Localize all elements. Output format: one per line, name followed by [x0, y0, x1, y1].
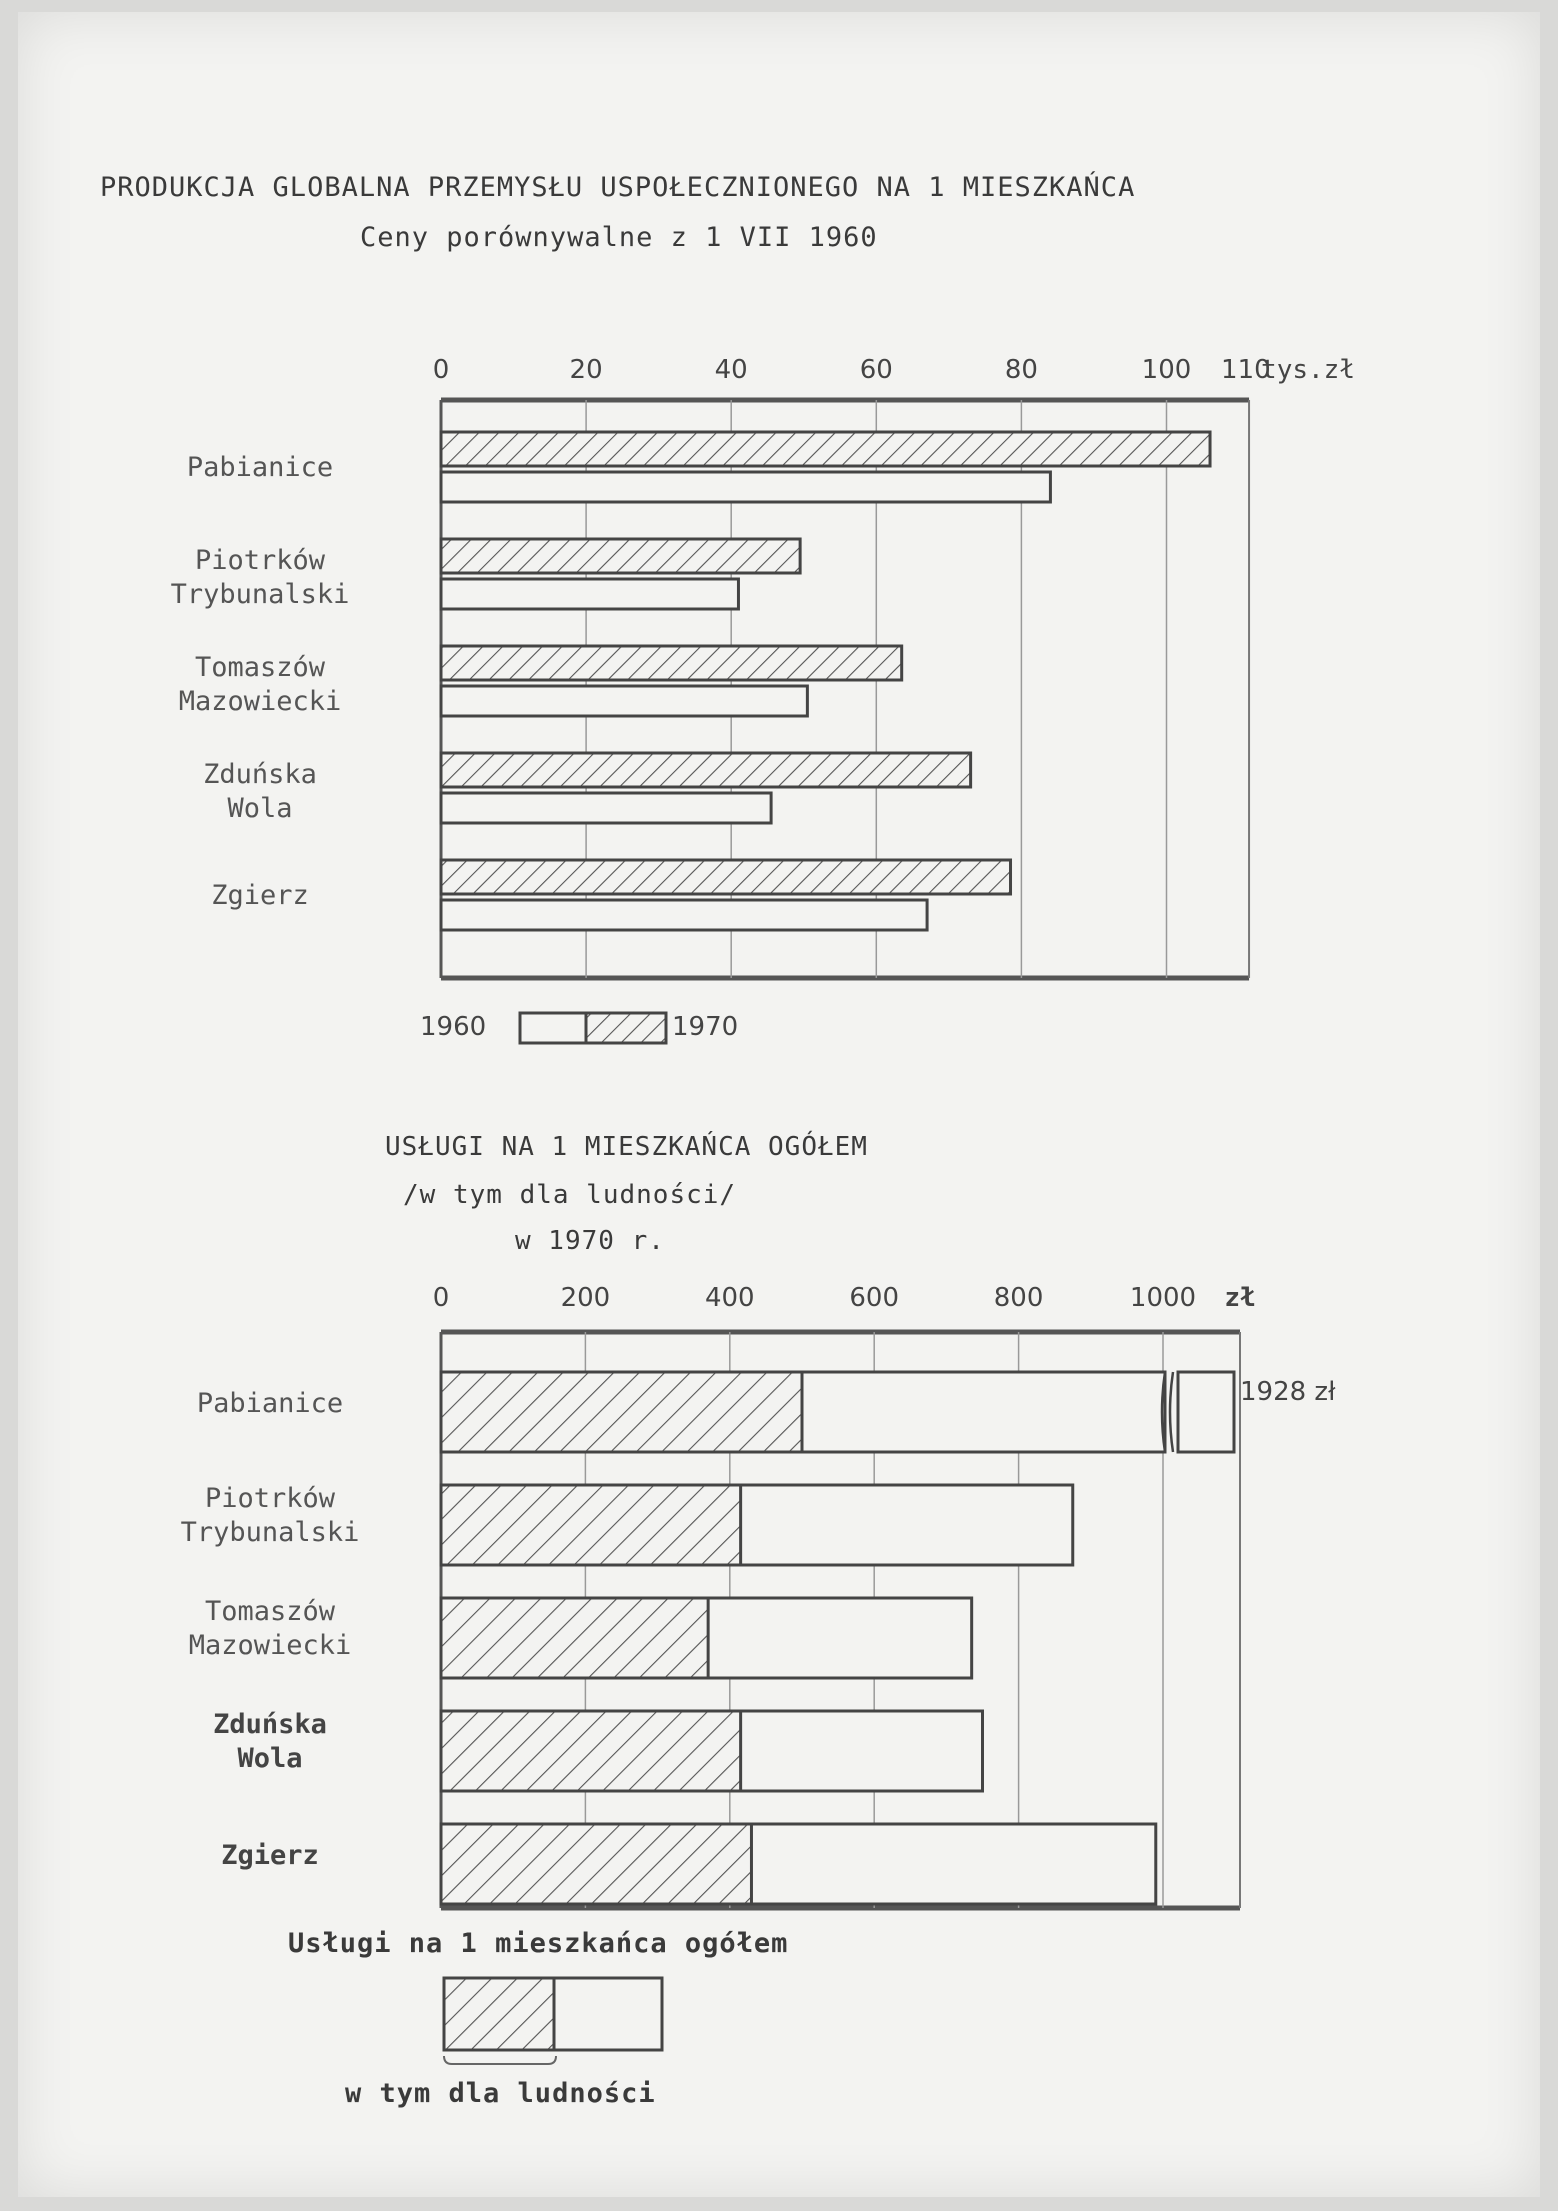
- chart2-tick-label: 200: [560, 1283, 611, 1313]
- chart1-bar-1970: [441, 753, 971, 787]
- chart2-tick-label: 1000: [1129, 1283, 1197, 1313]
- chart2-category-label: Piotrków: [204, 1483, 336, 1514]
- chart1-tick-label: 100: [1141, 355, 1192, 385]
- chart1-category-label: Piotrków: [194, 545, 326, 576]
- legend1-swatch-1970: [586, 1013, 666, 1043]
- chart1-unit-label: tys.zł: [1261, 355, 1355, 385]
- chart2-bar-population: [441, 1372, 802, 1452]
- chart2-tick-label: 800: [993, 1283, 1044, 1313]
- legend2-swatch-hatched: [444, 1978, 554, 2050]
- chart1-category-label: Wola: [227, 793, 293, 824]
- chart2-tick-label: 600: [849, 1283, 900, 1313]
- chart2-category-label: Pabianice: [196, 1388, 344, 1419]
- chart2-tick-label: 0: [432, 1283, 450, 1313]
- chart1-tick-label: 40: [714, 355, 748, 385]
- legend2-brace: [444, 2056, 556, 2064]
- chart2-category-label: Zduńska: [213, 1709, 327, 1740]
- chart1-category-label: Zgierz: [211, 880, 309, 911]
- chart1-tick-label: 60: [859, 355, 893, 385]
- chart1-category-label: Zduńska: [203, 759, 317, 790]
- chart2-bar-population: [441, 1485, 741, 1565]
- chart1-category-label: Tomaszów: [194, 652, 326, 683]
- chart1-bar-1970: [441, 646, 902, 680]
- chart1-tick-label: 110: [1221, 355, 1271, 385]
- chart2-title-line3: w 1970 r.: [515, 1226, 665, 1256]
- chart1-bar-1960: [441, 686, 807, 716]
- legend2-swatch-empty: [554, 1978, 662, 2050]
- chart1-bar-1970: [441, 539, 800, 573]
- chart2-bar-total-continued: [1178, 1372, 1234, 1452]
- chart1-bar-1960: [441, 579, 738, 609]
- chart1-bar-1960: [441, 900, 927, 930]
- chart1-category-label: Mazowiecki: [178, 686, 342, 717]
- chart2-unit-label: zł: [1224, 1283, 1256, 1313]
- chart1-tick-label: 0: [432, 355, 450, 385]
- legend1-1960-label: 1960: [420, 1012, 487, 1042]
- chart1-bar-1970: [441, 860, 1011, 894]
- chart2-annotation: 1928 zł: [1240, 1377, 1336, 1407]
- chart2-tick-label: 400: [704, 1283, 755, 1313]
- chart1-bar-1960: [441, 793, 771, 823]
- chart2-bar-population: [441, 1711, 741, 1791]
- chart1-subtitle: Ceny porównywalne z 1 VII 1960: [360, 222, 878, 253]
- chart1-tick-label: 20: [569, 355, 603, 385]
- chart1-group: [171, 355, 1355, 978]
- chart2-title-line2: /w tym dla ludności/: [403, 1180, 737, 1210]
- chart2-category-label: Tomaszów: [204, 1596, 336, 1627]
- chart1-tick-label: 80: [1004, 355, 1038, 385]
- chart1-category-label: Pabianice: [186, 452, 334, 483]
- chart1-category-label: Trybunalski: [170, 579, 350, 610]
- chart1-title: PRODUKCJA GLOBALNA PRZEMYSŁU USPOŁECZNIONEGO NA 1 MIESZKAŃCA: [100, 172, 1136, 203]
- chart2-category-label: Zgierz: [221, 1840, 319, 1871]
- chart2-category-label: Mazowiecki: [188, 1630, 352, 1661]
- chart2-bar-population: [441, 1824, 751, 1904]
- chart2-bar-population: [441, 1598, 708, 1678]
- legend1-1970-label: 1970: [672, 1012, 739, 1042]
- legend2-top-label: Usługi na 1 mieszkańca ogółem: [288, 1928, 789, 1959]
- legend2-bottom-label: w tym dla ludności: [345, 2078, 656, 2109]
- chart2-category-label: Wola: [237, 1743, 303, 1774]
- chart2-category-label: Trybunalski: [180, 1517, 360, 1548]
- chart2-title-line1: USŁUGI NA 1 MIESZKAŃCA OGÓŁEM: [385, 1132, 868, 1162]
- legend1-swatch-1960: [520, 1013, 586, 1043]
- chart2-group: [181, 1283, 1336, 1908]
- chart1-bar-1970: [441, 432, 1210, 466]
- chart1-bar-1960: [441, 472, 1050, 502]
